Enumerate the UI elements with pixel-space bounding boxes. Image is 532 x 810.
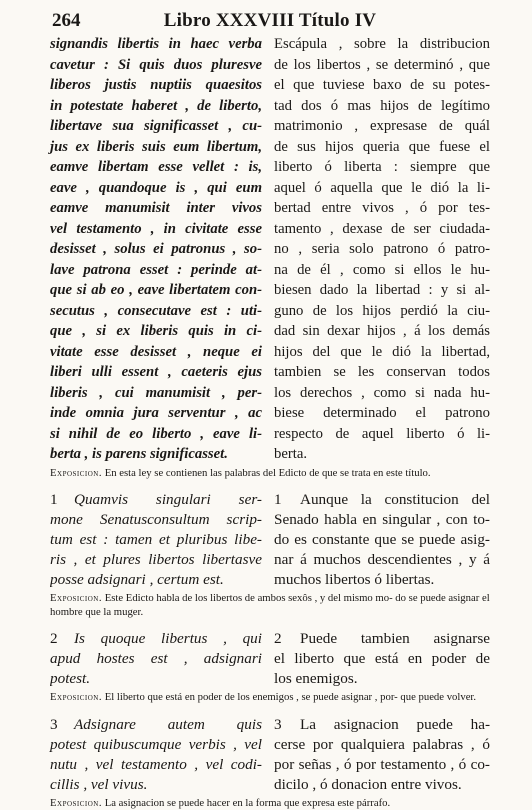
spanish-line: liberto ó liberta : siempre que bbox=[274, 157, 490, 178]
spanish-line-text: Aunque la constitucion del bbox=[300, 491, 490, 508]
latin-line: potest quibuscumque verbis , vel bbox=[50, 735, 262, 755]
section-2 bbox=[50, 629, 490, 705]
latin-line: nutu , vel testamento , vel codi- bbox=[50, 755, 262, 775]
latin-line: que si ab eo , eave libertatem con- bbox=[50, 280, 262, 301]
spanish-column bbox=[274, 715, 490, 795]
exposition-label: Exposicion. bbox=[50, 592, 102, 604]
latin-line: ris , et plures libertos libertasve bbox=[50, 550, 262, 570]
latin-line: liberi ulli essent , caeteris ejus bbox=[50, 362, 262, 383]
spanish-column bbox=[274, 34, 490, 465]
latin-line: eamve manumisit inter vivos bbox=[50, 198, 262, 219]
running-title: Libro XXXVIII Título IV bbox=[50, 10, 490, 32]
latin-line bbox=[50, 715, 262, 735]
latin-line: cavetur : Si quis duos pluresve bbox=[50, 55, 262, 76]
section-number: 1 bbox=[274, 490, 300, 510]
latin-line bbox=[50, 629, 262, 649]
latin-line: eamve libertam esse vellet : is, bbox=[50, 157, 262, 178]
spanish-line: aquel ó aquella que le dió la li- bbox=[274, 178, 490, 199]
latin-line: signandis libertis in haec verba bbox=[50, 34, 262, 55]
latin-line: libertave sua significasset , cu- bbox=[50, 116, 262, 137]
exposition-note bbox=[50, 592, 490, 619]
spanish-line: el liberto que está en poder de bbox=[274, 649, 490, 669]
latin-line: tum est : tamen et pluribus libe- bbox=[50, 530, 262, 550]
exposition-text: Este Edicto habla de los libertos de ambos sexôs , y del mismo mo- do se puede asignar el hombre que la muger. bbox=[50, 592, 490, 618]
spanish-line: na de él , como si ellos le hu- bbox=[274, 260, 490, 281]
latin-line: secutus , consecutave est : uti- bbox=[50, 301, 262, 322]
exposition-note bbox=[50, 691, 490, 705]
spanish-column bbox=[274, 490, 490, 590]
latin-line: in potestate haberet , de liberto, bbox=[50, 96, 262, 117]
latin-line bbox=[50, 490, 262, 510]
spanish-line: Senado habla en singular , con to- bbox=[274, 510, 490, 530]
latin-line: vel testamento , in civitate esse bbox=[50, 219, 262, 240]
section-1 bbox=[50, 490, 490, 619]
spanish-line: de sus hijos queria que fuese el bbox=[274, 137, 490, 158]
spanish-line: hijos del que le dió la libertad, bbox=[274, 342, 490, 363]
latin-line: cillis , vel vivus. bbox=[50, 775, 262, 795]
spanish-line: muchos libertos ó libertas. bbox=[274, 570, 490, 590]
spanish-line: el que tuviese baxo de su potes- bbox=[274, 75, 490, 96]
exposition-label: Exposicion. bbox=[50, 797, 102, 809]
spanish-line: de los libertos , se determinó , que bbox=[274, 55, 490, 76]
latin-line: apud hostes est , adsignari bbox=[50, 649, 262, 669]
section-number: 3 bbox=[274, 715, 300, 735]
exposition-note bbox=[50, 797, 490, 810]
page-header bbox=[50, 10, 490, 34]
spanish-line bbox=[274, 490, 490, 510]
section-3 bbox=[50, 715, 490, 810]
spanish-line-text: Puede tambien asignarse bbox=[300, 630, 490, 647]
spanish-line bbox=[274, 715, 490, 735]
exposition-text: El liberto que está en poder de los enemigos , se puede asignar , por- que puede volver. bbox=[105, 691, 476, 703]
latin-line: eave , quandoque is , qui eum bbox=[50, 178, 262, 199]
section-number: 1 bbox=[50, 490, 74, 510]
spanish-line: biesen dado la libertad : y si al- bbox=[274, 280, 490, 301]
latin-line: posse adsignari , certum est. bbox=[50, 570, 262, 590]
spanish-line: bertad entre vivos , ó por tes- bbox=[274, 198, 490, 219]
exposition-text: En esta ley se contienen las palabras del Edicto de que se trata en este título. bbox=[105, 467, 431, 479]
spanish-line: guno de los hijos perdió la ciu- bbox=[274, 301, 490, 322]
spanish-line: tamento , dexase de ser ciudada- bbox=[274, 219, 490, 240]
latin-line: inde omnia jura serventur , ac bbox=[50, 403, 262, 424]
latin-line: mone Senatusconsultum scrip- bbox=[50, 510, 262, 530]
spanish-line: por señas , ó por testamento , ó co- bbox=[274, 755, 490, 775]
spanish-line: respecto de aquel liberto ó li- bbox=[274, 424, 490, 445]
latin-column bbox=[50, 490, 262, 590]
spanish-line: los derechos , como si nada hu- bbox=[274, 383, 490, 404]
spanish-line: los enemigos. bbox=[274, 669, 490, 689]
spanish-line-text: La asignacion puede ha- bbox=[300, 716, 490, 733]
latin-line: vitate esse desisset , neque ei bbox=[50, 342, 262, 363]
exposition-note bbox=[50, 467, 490, 481]
latin-line: berta , is parens significasset. bbox=[50, 444, 262, 465]
latin-line: potest. bbox=[50, 669, 262, 689]
exposition-label: Exposicion. bbox=[50, 467, 102, 479]
spanish-line: do es constante que se puede asig- bbox=[274, 530, 490, 550]
latin-line: liberos justis nuptiis quaesitos bbox=[50, 75, 262, 96]
latin-column bbox=[50, 629, 262, 689]
spanish-line: berta. bbox=[274, 444, 490, 465]
spanish-line: no , seria solo patrono ó patro- bbox=[274, 239, 490, 260]
spanish-line: tambien se les conservan todos bbox=[274, 362, 490, 383]
spanish-line bbox=[274, 629, 490, 649]
spanish-line: dad sin dexar hijos , á los demás bbox=[274, 321, 490, 342]
spanish-line: nar á muchos descendientes , y á bbox=[274, 550, 490, 570]
book-page bbox=[50, 10, 490, 810]
latin-line: liberis , cui manumisit , per- bbox=[50, 383, 262, 404]
spanish-line: dicilo , ó donacion entre vivos. bbox=[274, 775, 490, 795]
latin-column bbox=[50, 715, 262, 795]
top-block bbox=[50, 34, 490, 465]
latin-line: si nihil de eo liberto , eave li- bbox=[50, 424, 262, 445]
section-number: 2 bbox=[50, 629, 74, 649]
latin-line: jus ex liberis suis eum libertum, bbox=[50, 137, 262, 158]
section-number: 2 bbox=[274, 629, 300, 649]
latin-line: desisset , solus ei patronus , so- bbox=[50, 239, 262, 260]
page-number: 264 bbox=[52, 10, 81, 32]
spanish-line: Escápula , sobre la distribucion bbox=[274, 34, 490, 55]
latin-line: lave patrona esset : perinde at- bbox=[50, 260, 262, 281]
spanish-column bbox=[274, 629, 490, 689]
section-number: 3 bbox=[50, 715, 74, 735]
exposition-label: Exposicion. bbox=[50, 691, 102, 703]
latin-line-text: Adsignare autem quis bbox=[74, 716, 262, 733]
exposition-text: La asignacion se puede hacer en la forma que expresa este párrafo. bbox=[105, 797, 390, 809]
spanish-line: tad dos ó mas hijos de legítimo bbox=[274, 96, 490, 117]
latin-line: que , si ex liberis quis in ci- bbox=[50, 321, 262, 342]
spanish-line: biese determinado el patrono bbox=[274, 403, 490, 424]
latin-column bbox=[50, 34, 262, 465]
spanish-line: cerse por qualquiera palabras , ó bbox=[274, 735, 490, 755]
latin-line-text: Is quoque libertus , qui bbox=[74, 630, 262, 647]
latin-line-text: Quamvis singulari ser- bbox=[74, 491, 262, 508]
spanish-line: matrimonio , expresase de quál bbox=[274, 116, 490, 137]
